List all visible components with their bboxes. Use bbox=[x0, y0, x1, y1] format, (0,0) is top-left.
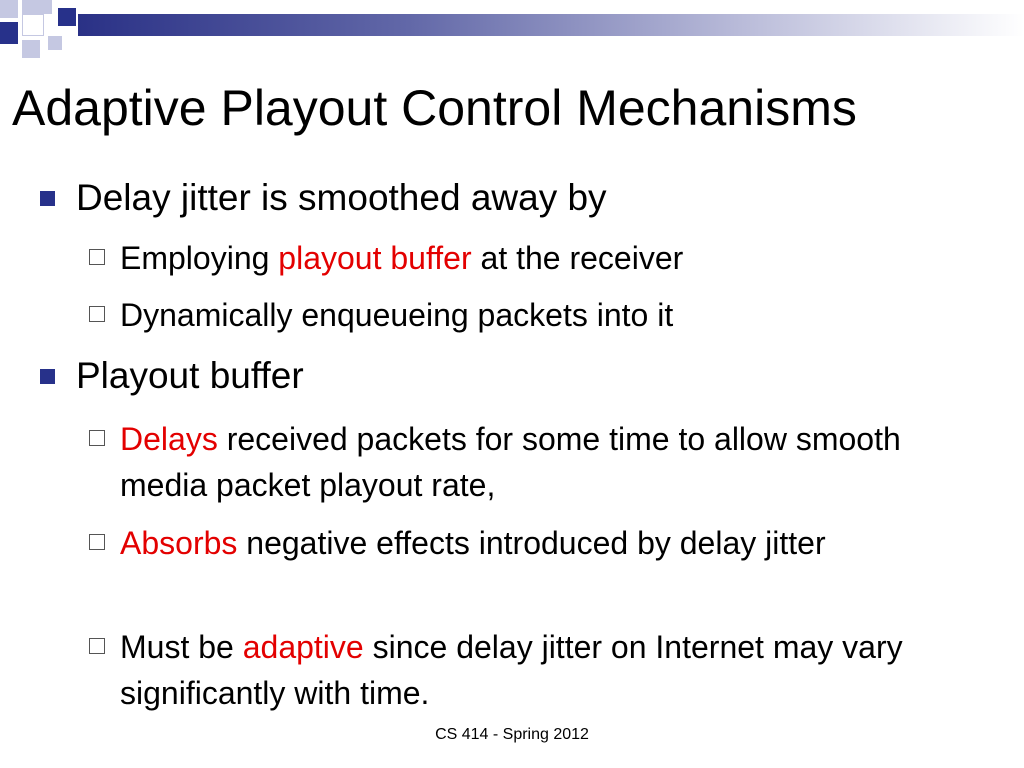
bullet-item bbox=[76, 354, 304, 398]
sub-bullet-text: since delay jitter on Internet may vary significantly with time. bbox=[120, 629, 903, 711]
sub-bullet-item bbox=[120, 292, 980, 338]
slide-title: Adaptive Playout Control Mechanisms bbox=[12, 80, 857, 136]
sub-bullet-text: Employing bbox=[120, 240, 279, 276]
decor-square bbox=[22, 0, 52, 14]
filled-square-bullet-icon bbox=[40, 191, 55, 206]
decor-square bbox=[22, 40, 40, 58]
hollow-square-bullet-icon bbox=[89, 306, 105, 322]
decor-gradient-bar bbox=[78, 14, 1024, 36]
bullet-item bbox=[76, 176, 607, 220]
hollow-square-bullet-icon bbox=[89, 430, 105, 446]
slide-footer: CS 414 - Spring 2012 bbox=[435, 726, 589, 743]
highlight-text: playout buffer bbox=[278, 240, 472, 276]
sub-bullet-item bbox=[120, 235, 980, 281]
sub-bullet-text: Must be bbox=[120, 629, 243, 665]
sub-bullet-text: Dynamically enqueueing packets into it bbox=[120, 297, 674, 333]
highlight-text: adaptive bbox=[242, 629, 364, 665]
bullet-text: Playout buffer bbox=[76, 355, 304, 396]
decor-square bbox=[0, 22, 18, 44]
hollow-square-bullet-icon bbox=[89, 249, 105, 265]
highlight-text: Delays bbox=[120, 421, 218, 457]
sub-bullet-item bbox=[120, 624, 980, 716]
sub-bullet-item bbox=[120, 520, 980, 566]
header-decoration bbox=[0, 0, 1024, 60]
sub-bullet-text: received packets for some time to allow smooth media packet playout rate, bbox=[120, 421, 901, 503]
decor-square bbox=[0, 0, 18, 18]
sub-bullet-text: at the receiver bbox=[471, 240, 684, 276]
decor-square bbox=[58, 8, 76, 26]
hollow-square-bullet-icon bbox=[89, 638, 105, 654]
filled-square-bullet-icon bbox=[40, 369, 55, 384]
decor-square bbox=[48, 36, 62, 50]
bullet-text: Delay jitter is smoothed away by bbox=[76, 177, 607, 218]
hollow-square-bullet-icon bbox=[89, 534, 105, 550]
highlight-text: Absorbs bbox=[120, 525, 238, 561]
decor-square bbox=[22, 14, 44, 36]
sub-bullet-item bbox=[120, 416, 980, 508]
sub-bullet-text: negative effects introduced by delay jitter bbox=[237, 525, 826, 561]
